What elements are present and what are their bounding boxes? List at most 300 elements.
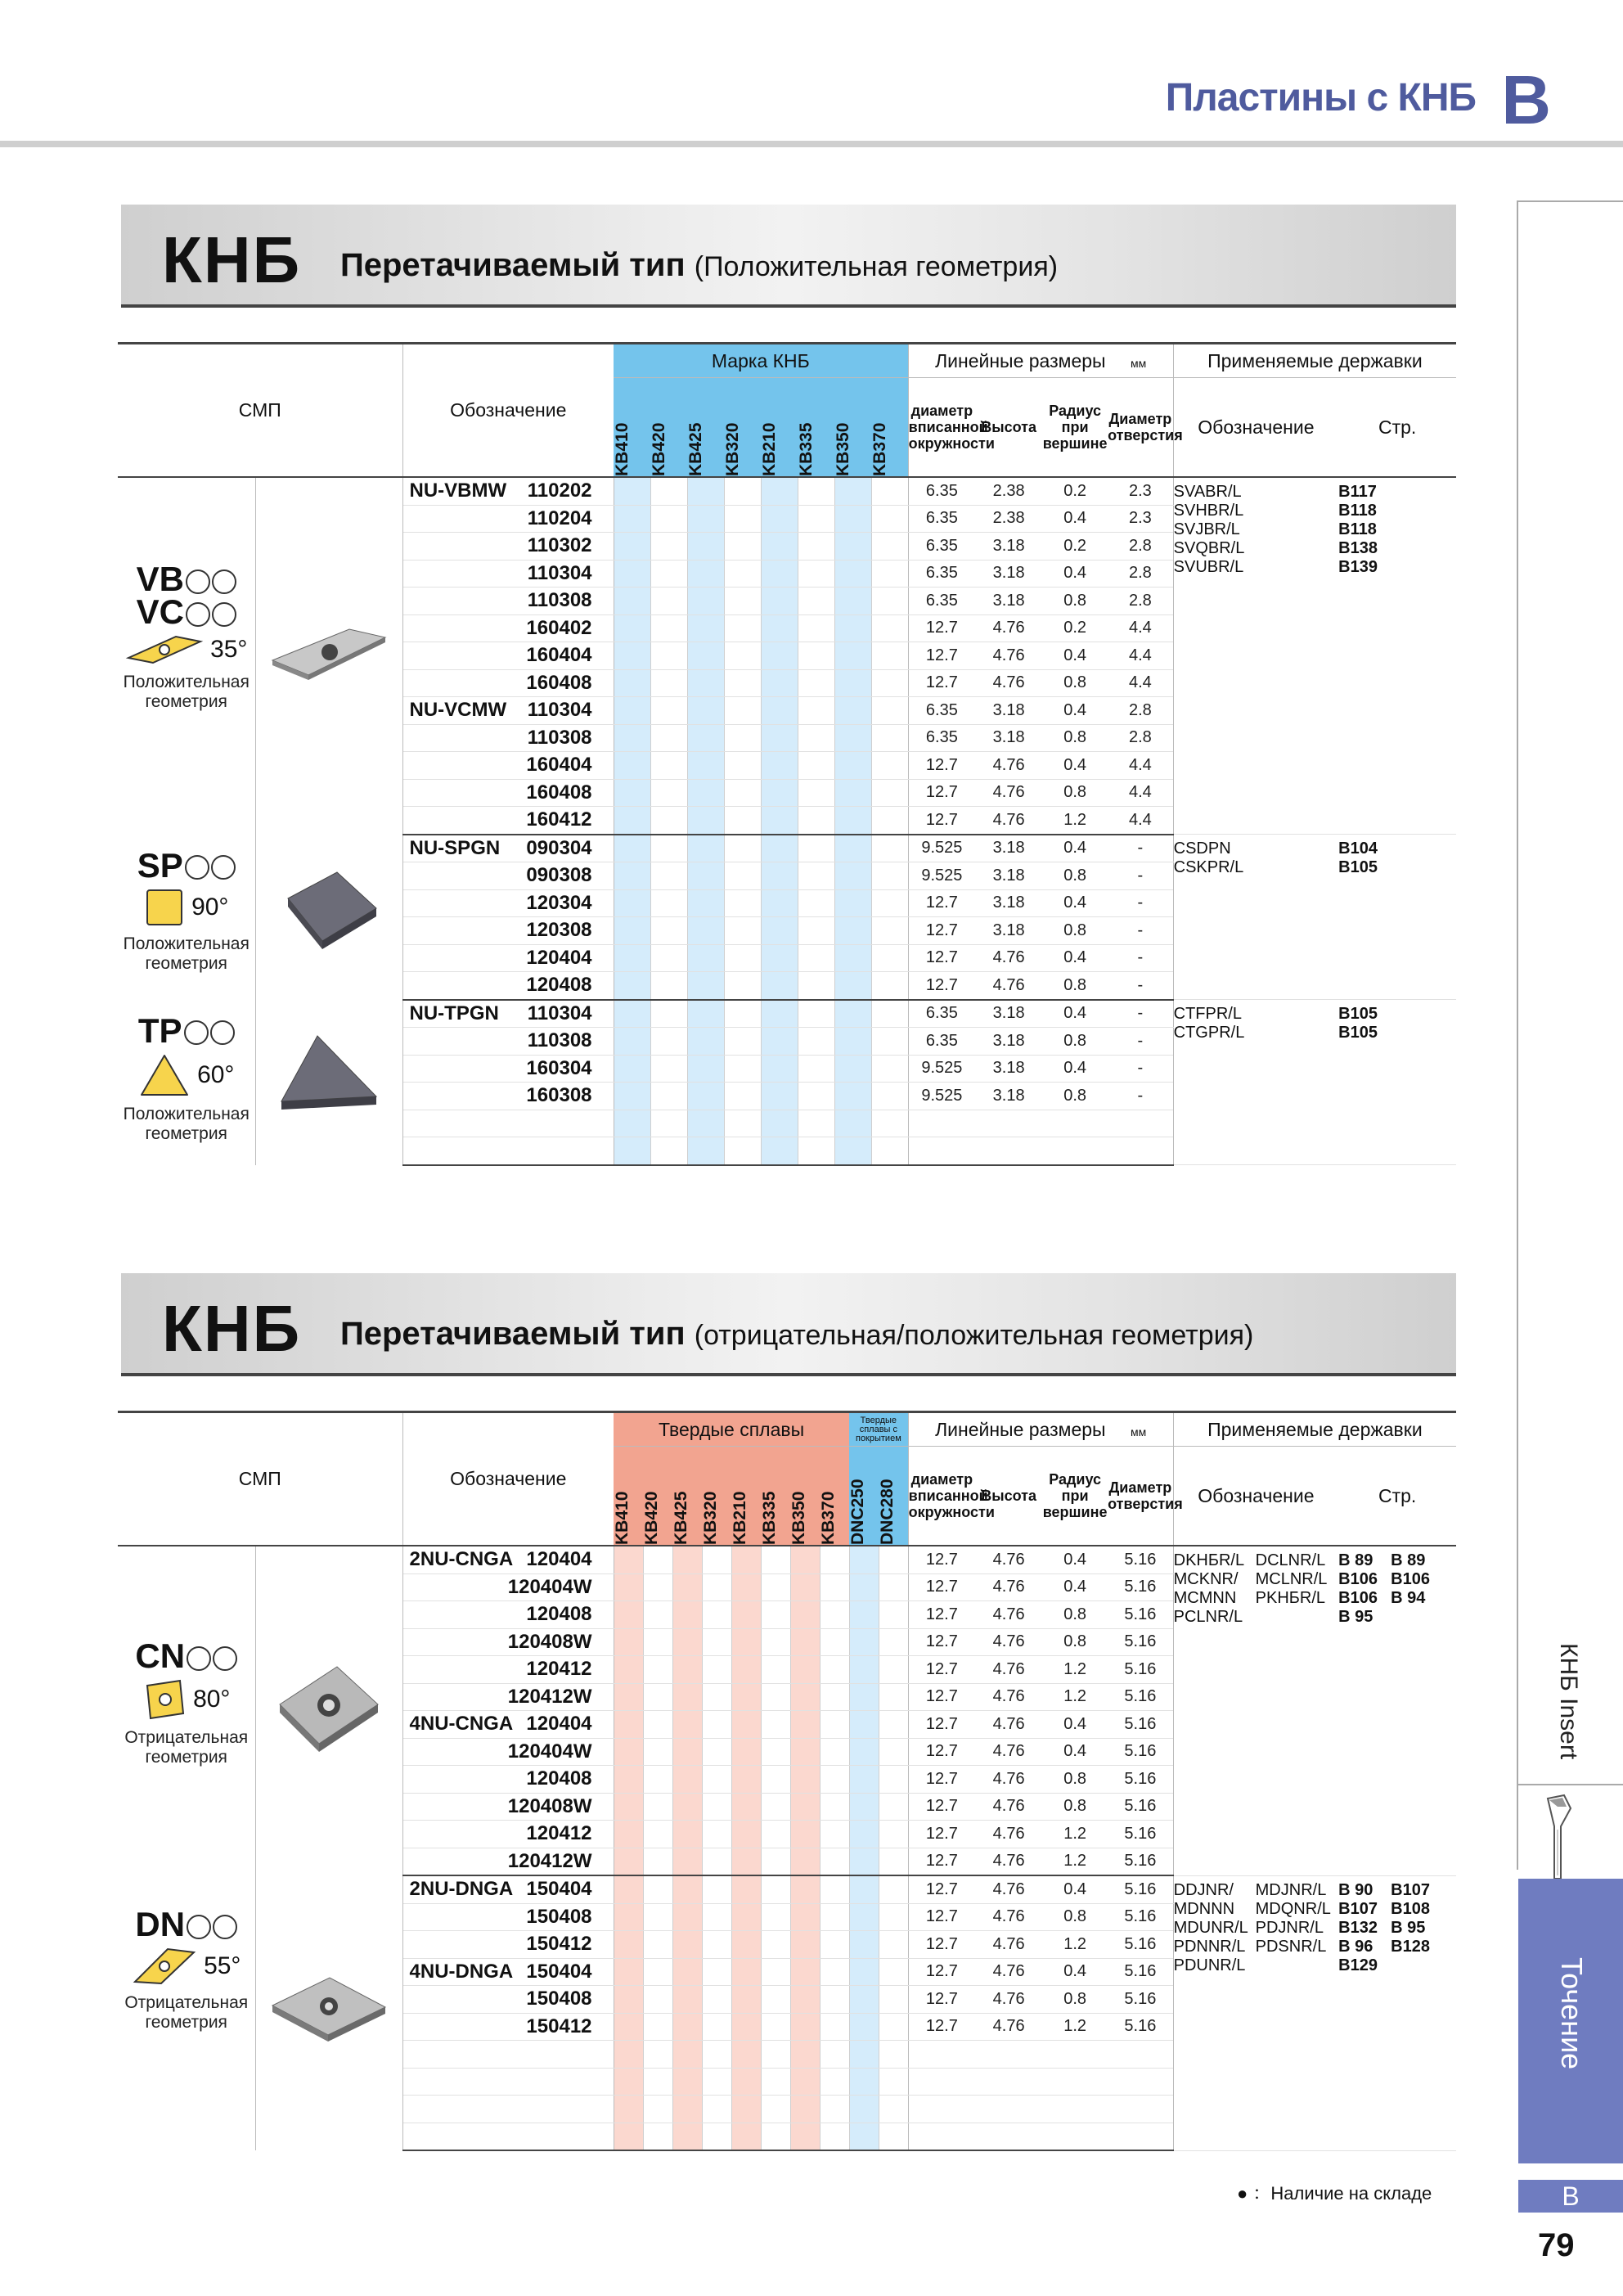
designation-cell (402, 2123, 614, 2150)
grade-stock-cell (643, 1573, 672, 1601)
grade-stock-cell (871, 1137, 908, 1165)
grade-stock-cell (798, 560, 834, 588)
grade-stock-cell (761, 560, 798, 588)
designation-prefix (403, 947, 410, 970)
grade-stock-cell (761, 1137, 798, 1165)
grade-stock-cell (790, 2013, 820, 2041)
diameter-value (908, 2123, 975, 2150)
grade-stock-cell (879, 1875, 908, 1903)
height-value: 4.76 (975, 1711, 1042, 1739)
designation-code: 120404W (507, 1575, 592, 1598)
tab-turning[interactable] (1518, 1879, 1623, 2163)
col-linear (908, 344, 1173, 378)
hole-value: 5.16 (1108, 1601, 1173, 1629)
grade-stock-cell (761, 1821, 790, 1848)
diameter-value: 12.7 (908, 1601, 975, 1629)
designation-cell (402, 1766, 614, 1794)
insert-angle: 90° (191, 893, 229, 921)
designation-code: 110304 (527, 561, 592, 584)
grade-stock-cell (871, 862, 908, 890)
hole-value: 5.16 (1108, 1958, 1173, 1986)
holder-pages-cell (1338, 1875, 1456, 2150)
circle-icon (213, 1915, 237, 1939)
grade-stock-cell (820, 1875, 849, 1903)
designation-prefix (403, 754, 410, 777)
col2-radius (1042, 1447, 1108, 1546)
circle-icon (185, 855, 209, 880)
grade-stock-cell (724, 1137, 761, 1165)
designation-prefix (403, 1686, 410, 1708)
diameter-value: 12.7 (908, 1766, 975, 1794)
height-value: 4.76 (975, 1821, 1042, 1848)
grade-stock-cell (879, 1656, 908, 1684)
grade-stock-cell (672, 1711, 702, 1739)
header-divider (0, 141, 1623, 147)
designation-prefix: NU-SPGN (409, 836, 501, 859)
holder-designation: MCMNN (1173, 1589, 1237, 1607)
diameter-value: 12.7 (908, 944, 975, 972)
grade-stock-cell (731, 2123, 761, 2150)
grade-stock-cell (614, 889, 650, 917)
grade-stock-cell (761, 1903, 790, 1931)
diameter-value: 9.525 (908, 1055, 975, 1083)
grade-stock-cell (871, 944, 908, 972)
designation-prefix (403, 919, 410, 942)
grade-KB335: KB335 (797, 422, 816, 476)
designation-code: 150408 (526, 1905, 592, 1928)
col-holder-designation: Обозначение (1173, 378, 1338, 478)
height-value: 3.18 (975, 917, 1042, 945)
grade-stock-cell (790, 1656, 820, 1684)
hole-value: - (1108, 917, 1173, 945)
designation-cell (402, 889, 614, 917)
grade-stock-cell (761, 642, 798, 670)
designation-cell (402, 1875, 614, 1903)
grade-stock-cell (761, 862, 798, 890)
diameter-value: 6.35 (908, 533, 975, 560)
grade-stock-cell (871, 533, 908, 560)
designation-prefix (403, 1576, 410, 1599)
grade-stock-cell (731, 1546, 761, 1573)
height-value: 4.76 (975, 1958, 1042, 1986)
grade-stock-cell (724, 944, 761, 972)
radius-value: 0.8 (1042, 1628, 1108, 1656)
geometry-label-l1: Отрицательная (124, 1993, 249, 2012)
diameter-value: 12.7 (908, 1986, 975, 2014)
grade-stock-cell (702, 2068, 731, 2096)
diameter-value: 12.7 (908, 1738, 975, 1766)
diameter-value: 9.525 (908, 862, 975, 890)
grade-stock-cell (643, 1683, 672, 1711)
col2-radius-l1: Радиус (1049, 1471, 1102, 1488)
hole-value (1108, 2096, 1173, 2123)
designation-cell (402, 697, 614, 725)
grade-stock-cell (650, 588, 687, 615)
grade-stock-cell (614, 1958, 643, 1986)
grade-stock-cell (614, 2041, 643, 2069)
grade-stock-cell (761, 1848, 790, 1875)
grade-stock-cell (879, 2123, 908, 2150)
designation-cell (402, 1601, 614, 1629)
grade-stock-cell (650, 1083, 687, 1110)
insert-angle: 55° (204, 1952, 241, 1979)
grade-stock-cell (761, 1683, 790, 1711)
page-number: 79 (1538, 2227, 1575, 2263)
col2-coated-l1: Твердые (860, 1415, 897, 1425)
grade-stock-cell (761, 1573, 790, 1601)
grade-stock-cell (849, 1986, 879, 2014)
diameter-value (908, 2068, 975, 2096)
designation-cell (402, 1000, 614, 1028)
holder-page: B 95 (1391, 1918, 1426, 1937)
grade-stock-cell (672, 1546, 702, 1573)
designation-prefix (403, 1603, 410, 1626)
height-value: 4.76 (975, 1738, 1042, 1766)
section2-title (340, 1316, 1253, 1353)
grade-stock-cell (761, 1028, 798, 1056)
grade-stock-cell (871, 1110, 908, 1137)
radius-value: 0.8 (1042, 862, 1108, 890)
grade-stock-cell (702, 1573, 731, 1601)
grade-stock-cell (614, 669, 650, 697)
grade-stock-cell (643, 1821, 672, 1848)
grade-stock-cell (879, 1931, 908, 1959)
grade-stock-cell (798, 944, 834, 972)
geometry-label (118, 934, 255, 974)
grade-stock-cell (761, 533, 798, 560)
col2-height (975, 1447, 1042, 1546)
grade-stock-cell (650, 779, 687, 807)
geometry-label-l2: геометрия (145, 2013, 227, 2032)
grade-stock-cell (672, 1738, 702, 1766)
designation-code: 120412 (526, 1822, 592, 1845)
grade-stock-cell (761, 505, 798, 533)
hole-value: 5.16 (1108, 1573, 1173, 1601)
circle-icon (210, 1020, 235, 1045)
grade-stock-cell (614, 2123, 643, 2150)
grade-stock-cell (849, 2096, 879, 2123)
hole-value (1108, 1110, 1173, 1137)
table-row (118, 1546, 1456, 1573)
hole-value: 4.4 (1108, 642, 1173, 670)
grade-stock-cell (724, 779, 761, 807)
grade-stock-cell (871, 615, 908, 642)
grade-stock-cell (672, 2041, 702, 2069)
grade-stock-cell (731, 1793, 761, 1821)
grade-stock-cell (761, 2096, 790, 2123)
grade-stock-cell (650, 917, 687, 945)
grade-stock-cell (672, 2123, 702, 2150)
designation-prefix (403, 644, 410, 667)
grade-stock-cell (724, 477, 761, 505)
radius-value: 0.4 (1042, 1711, 1108, 1739)
grade-stock-cell (643, 2041, 672, 2069)
designation-prefix (403, 507, 410, 530)
hole-value: 4.4 (1108, 669, 1173, 697)
grade-stock-cell (724, 724, 761, 752)
smp-cell (118, 1000, 255, 1165)
grade-stock-cell (871, 1000, 908, 1028)
grade-stock-cell (761, 835, 798, 862)
grade-stock-cell (650, 615, 687, 642)
col-diameter-l1: диаметр (910, 403, 973, 419)
designation-cell (402, 1848, 614, 1875)
holder-designation: SVQBR/L (1173, 539, 1245, 557)
grade-stock-cell (871, 505, 908, 533)
grade-stock-cell (643, 1958, 672, 1986)
grade2-DNC280: DNC280 (878, 1479, 897, 1545)
smp-code1: DN (135, 1905, 186, 1943)
designation-prefix (403, 562, 410, 585)
smp-code (118, 1905, 255, 1944)
grade-stock-cell (798, 889, 834, 917)
grade-stock-cell (643, 1711, 672, 1739)
holder-page: B 89 (1391, 1551, 1426, 1569)
grade-stock-cell (724, 1000, 761, 1028)
grade-stock-cell (849, 1875, 879, 1903)
grade-stock-cell (650, 560, 687, 588)
grade-stock-cell (650, 1110, 687, 1137)
insert-photo-icon (268, 1970, 390, 2051)
designation-cell (402, 835, 614, 862)
holder-page: B 95 (1338, 1608, 1373, 1626)
col-hole-l1: Диаметр (1108, 411, 1172, 427)
designation-code: 150412 (526, 2015, 592, 2037)
circle-icon (186, 569, 210, 594)
tp-insert-shape-icon (138, 1052, 191, 1098)
grade-stock-cell (672, 1601, 702, 1629)
grade-stock-cell (879, 2068, 908, 2096)
col2-designation: Обозначение (402, 1412, 614, 1546)
hole-value: 2.3 (1108, 477, 1173, 505)
designation-cell (402, 1137, 614, 1165)
designation-prefix: 2NU-DNGA (409, 1878, 514, 1901)
grade-stock-cell (731, 1683, 761, 1711)
designation-cell (402, 669, 614, 697)
col2-diameter-l3: окружности (908, 1504, 995, 1520)
height-value (975, 2123, 1042, 2150)
hole-value: 5.16 (1108, 1738, 1173, 1766)
grade-stock-cell (849, 1793, 879, 1821)
hole-value: 4.4 (1108, 779, 1173, 807)
height-value: 4.76 (975, 779, 1042, 807)
tab-knb-insert[interactable]: КНБ Insert (1555, 1643, 1582, 1760)
hole-value (1108, 1137, 1173, 1165)
cn-insert-shape-icon (142, 1677, 187, 1722)
holder-pages-cell (1338, 1546, 1456, 1875)
col2-hole-l2: отверстия (1108, 1496, 1183, 1512)
height-value: 4.76 (975, 1546, 1042, 1573)
designation-code: 120408W (507, 1630, 592, 1653)
grade-stock-cell (643, 1601, 672, 1629)
section2-banner (121, 1273, 1456, 1376)
diameter-value: 12.7 (908, 1628, 975, 1656)
grade-stock-cell (687, 669, 724, 697)
diameter-value: 6.35 (908, 697, 975, 725)
grade-stock-cell (643, 1546, 672, 1573)
legend-bullet: ● (1237, 2183, 1248, 2204)
designation-cell (402, 615, 614, 642)
grade-stock-cell (849, 1958, 879, 1986)
holder-designation: SVUBR/L (1173, 558, 1244, 576)
hole-value: - (1108, 1028, 1173, 1056)
designation-cell (402, 505, 614, 533)
height-value: 3.18 (975, 1055, 1042, 1083)
hole-value: 5.16 (1108, 1683, 1173, 1711)
grade-stock-cell (798, 588, 834, 615)
grade-stock-cell (702, 1903, 731, 1931)
geometry-label-l1: Отрицательная (124, 1728, 249, 1747)
grade-stock-cell (798, 1110, 834, 1137)
grade-stock-cell (614, 2013, 643, 2041)
grade-stock-cell (614, 1601, 643, 1629)
grade-stock-cell (614, 505, 650, 533)
radius-value: 0.8 (1042, 1028, 1108, 1056)
smp-code (118, 846, 255, 885)
grade-stock-cell (650, 944, 687, 972)
hole-value: - (1108, 1083, 1173, 1110)
designation-code: 090308 (526, 864, 592, 887)
radius-value: 0.8 (1042, 588, 1108, 615)
diameter-value: 12.7 (908, 889, 975, 917)
grade-stock-cell (761, 807, 798, 835)
designation-prefix (403, 1850, 410, 1873)
holder-designation: SVJBR/L (1173, 520, 1240, 538)
col-radius (1042, 378, 1108, 478)
grade-stock-cell (731, 1601, 761, 1629)
designation-cell (402, 642, 614, 670)
designation-code: 160308 (526, 1084, 592, 1107)
radius-value: 1.2 (1042, 2013, 1108, 2041)
radius-value: 0.8 (1042, 779, 1108, 807)
designation-prefix (403, 727, 410, 750)
grade-stock-cell (614, 944, 650, 972)
grade-stock-cell (798, 835, 834, 862)
grade-stock-cell (871, 889, 908, 917)
grade-stock-cell (687, 917, 724, 945)
col-height (975, 378, 1042, 478)
grade-stock-cell (643, 1931, 672, 1959)
diameter-value: 12.7 (908, 917, 975, 945)
grade-stock-cell (790, 1766, 820, 1794)
grade-stock-cell (687, 697, 724, 725)
holder-page: B105 (1338, 1005, 1378, 1023)
designation-cell (402, 1903, 614, 1931)
holder-designation: DKHБR/L (1173, 1551, 1245, 1569)
section1-title-mid: Перетачиваемый тип (340, 247, 686, 283)
designation-code: 120408W (507, 1794, 592, 1817)
grade-stock-cell (702, 1793, 731, 1821)
grade-KB370: KB370 (870, 422, 890, 476)
grade-stock-cell (672, 2068, 702, 2096)
holders-cell (1173, 1000, 1338, 1165)
hole-value: - (1108, 889, 1173, 917)
geometry-label (118, 673, 255, 712)
height-value: 3.18 (975, 889, 1042, 917)
height-value: 3.18 (975, 1000, 1042, 1028)
col2-linear-label: Линейные размеры (935, 1418, 1106, 1440)
designation-code: 120408 (526, 1603, 592, 1626)
radius-value: 1.2 (1042, 807, 1108, 835)
grade-stock-cell (672, 1573, 702, 1601)
grade-stock-cell (724, 917, 761, 945)
insert-photo-cell (255, 1875, 402, 2150)
grade-stock-cell (871, 669, 908, 697)
grade-stock-cell (834, 752, 871, 780)
holder-page: B132 (1338, 1918, 1378, 1937)
diameter-value (908, 2096, 975, 2123)
grade-stock-cell (761, 1738, 790, 1766)
holder-page: B108 (1391, 1899, 1430, 1918)
hole-value: - (1108, 944, 1173, 972)
grade-stock-cell (761, 2041, 790, 2069)
designation-prefix: 4NU-CNGA (409, 1713, 514, 1736)
designation-cell (402, 2013, 614, 2041)
grade-stock-cell (650, 642, 687, 670)
holder-page: B107 (1391, 1880, 1430, 1899)
grade-stock-cell (820, 1601, 849, 1629)
grade-stock-cell (761, 1656, 790, 1684)
radius-value: 0.4 (1042, 835, 1108, 862)
grade-stock-cell (790, 1601, 820, 1629)
grade-stock-cell (731, 1848, 761, 1875)
grade-stock-cell (790, 2096, 820, 2123)
grade-stock-cell (761, 2123, 790, 2150)
designation-prefix: NU-VCMW (409, 699, 507, 722)
designation-prefix (403, 1631, 410, 1654)
radius-value (1042, 2041, 1108, 2069)
grade-stock-cell (834, 972, 871, 1000)
height-value (975, 2096, 1042, 2123)
designation-cell (402, 1656, 614, 1684)
radius-value: 0.8 (1042, 1986, 1108, 2014)
circle-icon (187, 1915, 211, 1939)
holders-cell (1173, 1546, 1338, 1875)
grade-stock-cell (650, 889, 687, 917)
grade-stock-cell (820, 1821, 849, 1848)
grade-stock-cell (724, 1028, 761, 1056)
grade-stock-cell (614, 1573, 643, 1601)
section2-title-mid: Перетачиваемый тип (340, 1316, 686, 1352)
grade-stock-cell (820, 1931, 849, 1959)
circle-icon (213, 1646, 237, 1671)
height-value: 2.38 (975, 477, 1042, 505)
grade-stock-cell (672, 1628, 702, 1656)
grade-stock-cell (790, 1738, 820, 1766)
grade-stock-cell (614, 642, 650, 670)
grade-stock-cell (790, 2123, 820, 2150)
radius-value: 0.4 (1042, 1738, 1108, 1766)
grade-stock-cell (687, 1083, 724, 1110)
grade-stock-cell (879, 1903, 908, 1931)
holder-page: B138 (1338, 539, 1378, 557)
grade-stock-cell (614, 862, 650, 890)
hole-value: 4.4 (1108, 752, 1173, 780)
grade-stock-cell (871, 917, 908, 945)
grade-KB425: KB425 (686, 422, 706, 476)
grade-stock-cell (687, 779, 724, 807)
diameter-value: 6.35 (908, 588, 975, 615)
grade-stock-cell (724, 505, 761, 533)
grade-stock-cell (834, 862, 871, 890)
grade-stock-cell (724, 669, 761, 697)
holder-designation: MCLNR/L (1255, 1570, 1328, 1588)
grade-stock-cell (849, 1601, 879, 1629)
height-value: 3.18 (975, 588, 1042, 615)
grade-stock-cell (687, 1028, 724, 1056)
grade-stock-cell (643, 2096, 672, 2123)
holder-page: B 94 (1391, 1589, 1426, 1607)
